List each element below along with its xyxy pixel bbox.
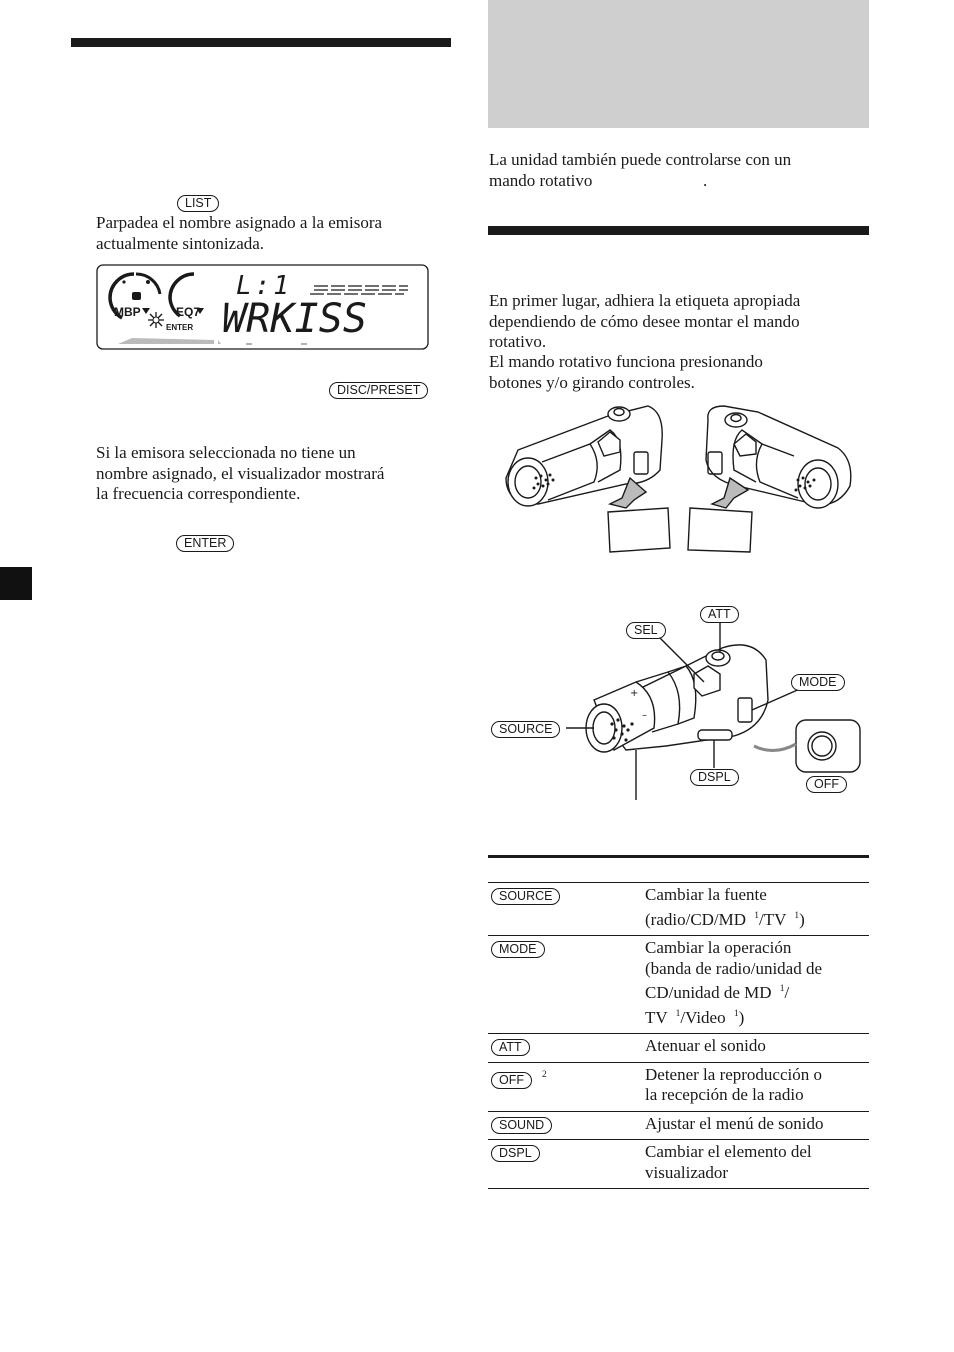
disc-preset-key: DISC/PRESET: [329, 382, 428, 399]
note-line2: nombre asignado, el visualizador mostrará: [96, 464, 385, 483]
lcd-eq-label: EQ7: [176, 305, 201, 319]
source-key: SOURCE: [491, 888, 560, 905]
diagram-mode-label: MODE: [791, 674, 845, 691]
lcd-enter-label: ENTER: [166, 323, 194, 332]
sound-key: SOUND: [491, 1117, 552, 1134]
step1-result-line2: actualmente sintonizada.: [96, 234, 265, 253]
svg-text:+: +: [630, 688, 639, 699]
dspl-key: DSPL: [491, 1145, 540, 1162]
note-line3: la frecuencia correspondiente.: [96, 484, 301, 503]
note-line1: Si la emisora seleccionada no tiene un: [96, 443, 356, 462]
off-footnote: 2: [542, 1069, 547, 1080]
lcd-display-illustration: [96, 264, 429, 350]
att-key: ATT: [491, 1039, 530, 1056]
diagram-sel-label: SEL: [626, 622, 666, 639]
paragraph1-line2: dependiendo de cómo desee montar el mando: [489, 312, 800, 331]
left-header-rule: [71, 38, 451, 47]
intro-line2-end: .: [703, 171, 708, 190]
right-subsection-rule: [488, 226, 869, 235]
page-edge-tab: [0, 567, 32, 600]
step1-result-line1: Parpadea el nombre asignado a la emisora: [96, 213, 383, 232]
section-header-band: [488, 0, 869, 128]
table-row: [488, 1034, 869, 1063]
intro-line1: La unidad también puede controlarse con un: [489, 150, 792, 169]
sound-description: Ajustar el menú de sonido: [645, 1111, 869, 1140]
lcd-line1: L:1: [236, 271, 292, 301]
off-description: Detener la reproducción o la recepción de la radio: [645, 1062, 869, 1111]
diagram-dspl-label: DSPL: [690, 769, 739, 786]
paragraph2-line1: El mando rotativo funciona presionando: [489, 352, 763, 371]
list-key: LIST: [177, 195, 219, 212]
paragraph1-line1: En primer lugar, adhiera la etiqueta apropiada: [489, 291, 801, 310]
table-row: [488, 936, 869, 1034]
dspl-description: Cambiar el elemento del visualizador: [645, 1140, 869, 1189]
diagram-off-label: OFF: [806, 776, 847, 793]
functions-table: [488, 883, 869, 1189]
lcd-mbp-label: MBP: [114, 305, 141, 319]
source-description: Cambiar la fuente (radio/CD/MD $^1$/TV $^1$): [645, 883, 869, 936]
intro-line2: mando rotativo: [489, 171, 593, 190]
paragraph2-line2: botones y/o girando controles.: [489, 373, 695, 392]
table-top-rule: [488, 855, 869, 858]
label-mounting-illustration: [498, 400, 860, 558]
mode-key: MODE: [491, 941, 545, 958]
mode-description: Cambiar la operación (banda de radio/unidad de CD/unidad de MD $^1$/ TV $^1$/Video $^1$): [645, 936, 869, 1034]
table-row: [488, 1111, 869, 1140]
diagram-att-label: ATT: [700, 606, 739, 623]
table-row: [488, 1062, 869, 1111]
rotary-commander-illustration: [486, 600, 866, 800]
lcd-line2: WRKISS: [222, 296, 372, 342]
table-row: [488, 1140, 869, 1189]
svg-text:–: –: [642, 710, 647, 721]
att-description: Atenuar el sonido: [645, 1034, 869, 1063]
paragraph1-line3: rotativo.: [489, 332, 547, 351]
diagram-source-label: SOURCE: [491, 721, 560, 738]
table-row: [488, 883, 869, 936]
enter-key: ENTER: [176, 535, 234, 552]
off-key: OFF: [491, 1072, 532, 1089]
